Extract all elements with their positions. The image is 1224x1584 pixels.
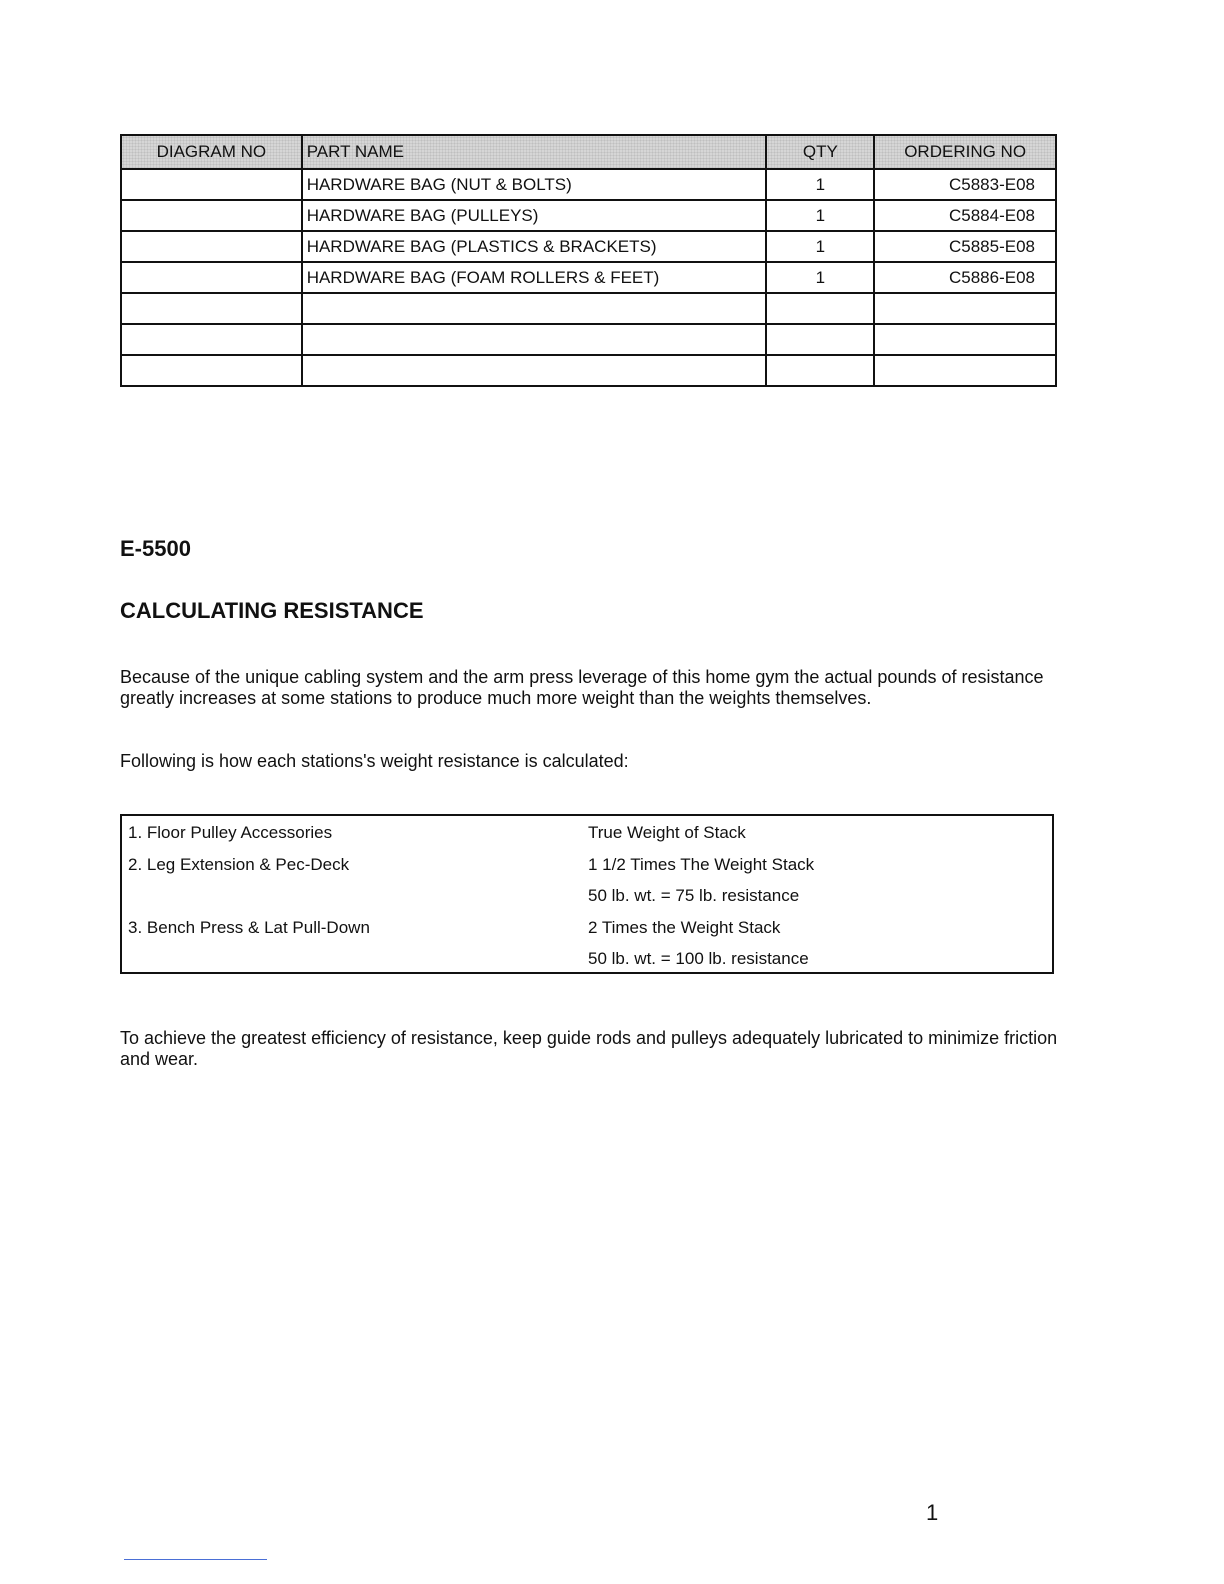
station-resistance-example: 50 lb. wt. = 100 lb. resistance [588, 949, 809, 968]
page-edge-line [124, 1559, 267, 1560]
table-row [121, 324, 1056, 355]
diagram-cell [121, 262, 302, 293]
table-row [121, 262, 1056, 293]
ordering-cell: C5886-E08 [874, 262, 1056, 293]
qty-cell: 1 [766, 169, 874, 200]
intro-paragraph: Because of the unique cabling system and the arm press leverage of this home gym the actual pounds of resistance greatly increases at some stations to produce much more weight than the weights themselves. [120, 667, 1044, 708]
ordering-cell: C5884-E08 [874, 200, 1056, 231]
closing-paragraph: To achieve the greatest efficiency of resistance, keep guide rods and pulleys adequately lubricated to minimize friction and wear. [120, 1028, 1058, 1069]
station-item: 3. Bench Press & Lat Pull-Down [128, 918, 370, 937]
part-name-cell [302, 355, 767, 386]
header-qty: QTY [766, 135, 874, 169]
following-paragraph: Following is how each stations's weight resistance is calculated: [120, 751, 629, 771]
diagram-cell [121, 293, 302, 324]
qty-cell [766, 324, 874, 355]
table-row [121, 169, 1056, 200]
header-ordering-no: ORDERING NO [874, 135, 1056, 169]
ordering-cell: C5885-E08 [874, 231, 1056, 262]
diagram-cell [121, 200, 302, 231]
diagram-cell [121, 324, 302, 355]
diagram-cell [121, 355, 302, 386]
ordering-cell: C5883-E08 [874, 169, 1056, 200]
qty-cell: 1 [766, 231, 874, 262]
resistance-box [120, 814, 1054, 974]
part-name-cell: HARDWARE BAG (NUT & BOLTS) [302, 169, 767, 200]
table-row [121, 231, 1056, 262]
ordering-cell [874, 293, 1056, 324]
header-diagram-no: DIAGRAM NO [121, 135, 302, 169]
part-name-cell [302, 293, 767, 324]
part-name-cell: HARDWARE BAG (FOAM ROLLERS & FEET) [302, 262, 767, 293]
diagram-cell [121, 231, 302, 262]
diagram-cell [121, 169, 302, 200]
section-title: CALCULATING RESISTANCE [120, 598, 424, 623]
qty-cell [766, 355, 874, 386]
page-number: 1 [926, 1500, 939, 1525]
table-row [121, 355, 1056, 386]
part-name-cell: HARDWARE BAG (PLASTICS & BRACKETS) [302, 231, 767, 262]
ordering-cell [874, 355, 1056, 386]
parts-table [120, 134, 1057, 387]
station-resistance-value: 1 1/2 Times The Weight Stack [588, 855, 815, 874]
qty-cell: 1 [766, 262, 874, 293]
part-name-cell [302, 324, 767, 355]
station-resistance-value: True Weight of Stack [588, 823, 746, 842]
model-number: E-5500 [120, 536, 191, 561]
table-row [121, 200, 1056, 231]
header-part-name: PART NAME [302, 135, 767, 169]
station-item: 1. Floor Pulley Accessories [128, 823, 333, 842]
qty-cell: 1 [766, 200, 874, 231]
qty-cell [766, 293, 874, 324]
station-resistance-value: 2 Times the Weight Stack [588, 918, 781, 937]
table-row [121, 293, 1056, 324]
station-item: 2. Leg Extension & Pec-Deck [128, 855, 350, 874]
station-resistance-example: 50 lb. wt. = 75 lb. resistance [588, 886, 800, 905]
parts-table-header-row [121, 135, 1056, 169]
part-name-cell: HARDWARE BAG (PULLEYS) [302, 200, 767, 231]
ordering-cell [874, 324, 1056, 355]
